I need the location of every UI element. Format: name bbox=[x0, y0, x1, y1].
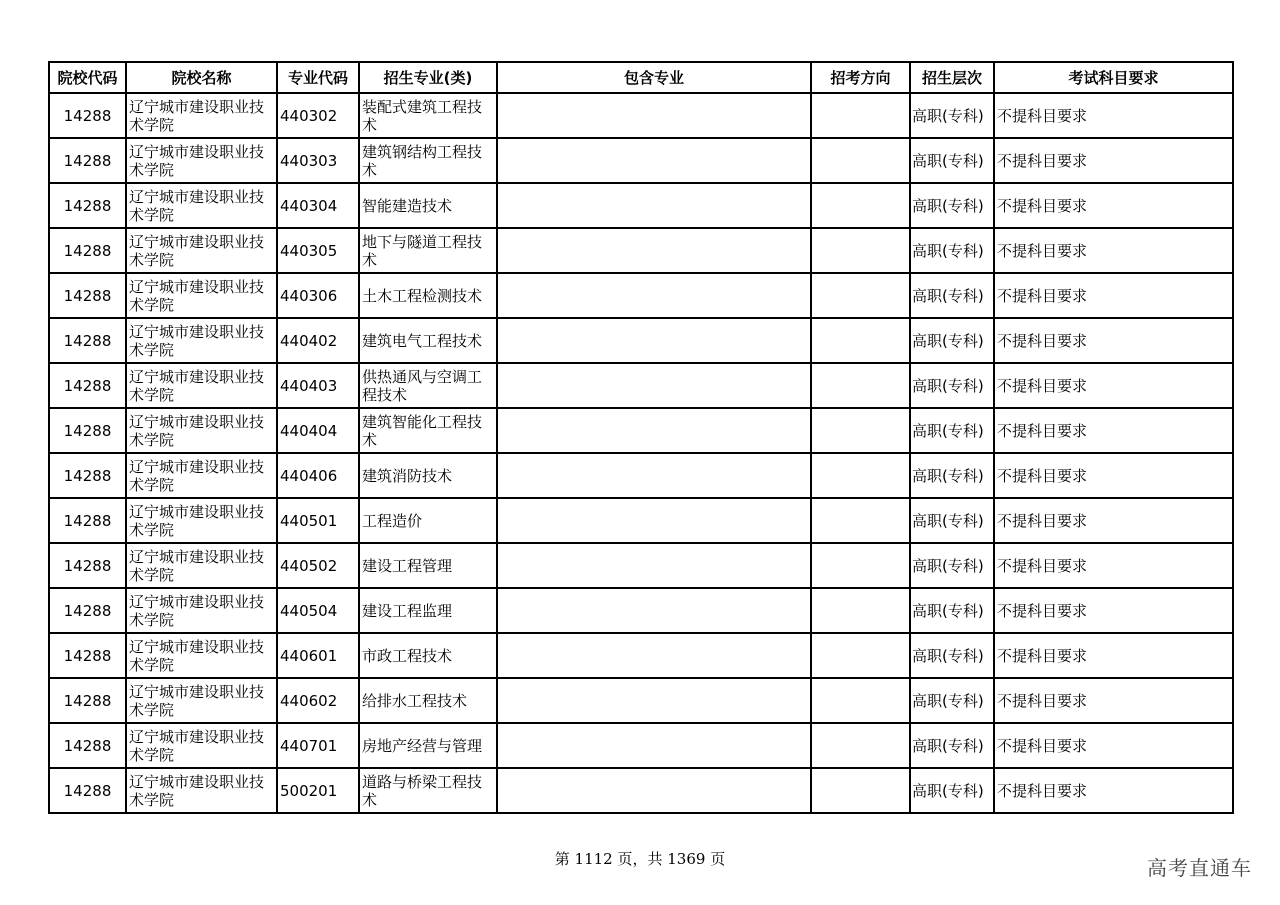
cell-school-code: 14288 bbox=[49, 543, 126, 588]
cell-subject-requirements: 不提科目要求 bbox=[994, 453, 1233, 498]
cell-subject-requirements: 不提科目要求 bbox=[994, 633, 1233, 678]
cell-included-majors bbox=[497, 633, 811, 678]
cell-major: 供热通风与空调工程技术 bbox=[359, 363, 497, 408]
cell-included-majors bbox=[497, 273, 811, 318]
cell-level: 高职(专科) bbox=[910, 318, 994, 363]
header-level: 招生层次 bbox=[910, 62, 994, 93]
cell-major-code: 440305 bbox=[277, 228, 359, 273]
cell-school-code: 14288 bbox=[49, 93, 126, 138]
cell-direction bbox=[811, 633, 910, 678]
table-row bbox=[49, 93, 1233, 138]
cell-major-code: 440303 bbox=[277, 138, 359, 183]
cell-major: 建筑钢结构工程技术 bbox=[359, 138, 497, 183]
cell-major-code: 440306 bbox=[277, 273, 359, 318]
cell-direction bbox=[811, 723, 910, 768]
cell-school-name: 辽宁城市建设职业技术学院 bbox=[126, 183, 277, 228]
cell-major-code: 440304 bbox=[277, 183, 359, 228]
cell-subject-requirements: 不提科目要求 bbox=[994, 93, 1233, 138]
cell-subject-requirements: 不提科目要求 bbox=[994, 678, 1233, 723]
cell-level: 高职(专科) bbox=[910, 453, 994, 498]
cell-school-code: 14288 bbox=[49, 768, 126, 813]
table-row bbox=[49, 138, 1233, 183]
cell-school-name: 辽宁城市建设职业技术学院 bbox=[126, 138, 277, 183]
cell-school-name: 辽宁城市建设职业技术学院 bbox=[126, 498, 277, 543]
cell-school-code: 14288 bbox=[49, 138, 126, 183]
cell-major: 建筑电气工程技术 bbox=[359, 318, 497, 363]
cell-school-code: 14288 bbox=[49, 273, 126, 318]
cell-included-majors bbox=[497, 498, 811, 543]
cell-included-majors bbox=[497, 363, 811, 408]
cell-level: 高职(专科) bbox=[910, 273, 994, 318]
cell-major-code: 440501 bbox=[277, 498, 359, 543]
cell-included-majors bbox=[497, 678, 811, 723]
cell-level: 高职(专科) bbox=[910, 363, 994, 408]
header-direction: 招考方向 bbox=[811, 62, 910, 93]
cell-level: 高职(专科) bbox=[910, 93, 994, 138]
cell-direction bbox=[811, 768, 910, 813]
page-number: 第 1112 页，共 1369 页 bbox=[554, 850, 726, 868]
cell-school-code: 14288 bbox=[49, 723, 126, 768]
cell-subject-requirements: 不提科目要求 bbox=[994, 183, 1233, 228]
cell-included-majors bbox=[497, 453, 811, 498]
cell-direction bbox=[811, 228, 910, 273]
cell-major-code: 440601 bbox=[277, 633, 359, 678]
cell-direction bbox=[811, 678, 910, 723]
table-row bbox=[49, 588, 1233, 633]
cell-subject-requirements: 不提科目要求 bbox=[994, 318, 1233, 363]
cell-subject-requirements: 不提科目要求 bbox=[994, 543, 1233, 588]
cell-subject-requirements: 不提科目要求 bbox=[994, 498, 1233, 543]
table-row bbox=[49, 723, 1233, 768]
table-row bbox=[49, 543, 1233, 588]
cell-school-code: 14288 bbox=[49, 633, 126, 678]
cell-school-code: 14288 bbox=[49, 678, 126, 723]
cell-direction bbox=[811, 408, 910, 453]
cell-subject-requirements: 不提科目要求 bbox=[994, 723, 1233, 768]
cell-direction bbox=[811, 273, 910, 318]
cell-direction bbox=[811, 183, 910, 228]
cell-major: 市政工程技术 bbox=[359, 633, 497, 678]
cell-included-majors bbox=[497, 228, 811, 273]
cell-school-name: 辽宁城市建设职业技术学院 bbox=[126, 633, 277, 678]
cell-direction bbox=[811, 453, 910, 498]
table-row bbox=[49, 768, 1233, 813]
cell-included-majors bbox=[497, 723, 811, 768]
table-row bbox=[49, 498, 1233, 543]
cell-school-name: 辽宁城市建设职业技术学院 bbox=[126, 318, 277, 363]
cell-major: 建筑智能化工程技术 bbox=[359, 408, 497, 453]
cell-school-name: 辽宁城市建设职业技术学院 bbox=[126, 588, 277, 633]
header-included-majors: 包含专业 bbox=[497, 62, 811, 93]
cell-level: 高职(专科) bbox=[910, 678, 994, 723]
cell-level: 高职(专科) bbox=[910, 723, 994, 768]
cell-major: 道路与桥梁工程技术 bbox=[359, 768, 497, 813]
cell-included-majors bbox=[497, 318, 811, 363]
table-body bbox=[49, 93, 1233, 813]
cell-subject-requirements: 不提科目要求 bbox=[994, 273, 1233, 318]
cell-direction bbox=[811, 93, 910, 138]
cell-level: 高职(专科) bbox=[910, 633, 994, 678]
table-row bbox=[49, 183, 1233, 228]
header-subject-requirements: 考试科目要求 bbox=[994, 62, 1233, 93]
cell-school-name: 辽宁城市建设职业技术学院 bbox=[126, 408, 277, 453]
table-row bbox=[49, 273, 1233, 318]
cell-school-code: 14288 bbox=[49, 363, 126, 408]
cell-included-majors bbox=[497, 183, 811, 228]
cell-school-code: 14288 bbox=[49, 498, 126, 543]
cell-included-majors bbox=[497, 768, 811, 813]
table-row bbox=[49, 318, 1233, 363]
cell-school-name: 辽宁城市建设职业技术学院 bbox=[126, 678, 277, 723]
cell-school-name: 辽宁城市建设职业技术学院 bbox=[126, 273, 277, 318]
cell-major-code: 440602 bbox=[277, 678, 359, 723]
cell-subject-requirements: 不提科目要求 bbox=[994, 138, 1233, 183]
cell-school-name: 辽宁城市建设职业技术学院 bbox=[126, 453, 277, 498]
cell-direction bbox=[811, 498, 910, 543]
cell-direction bbox=[811, 543, 910, 588]
cell-major: 给排水工程技术 bbox=[359, 678, 497, 723]
cell-subject-requirements: 不提科目要求 bbox=[994, 588, 1233, 633]
cell-direction bbox=[811, 138, 910, 183]
cell-level: 高职(专科) bbox=[910, 543, 994, 588]
cell-level: 高职(专科) bbox=[910, 183, 994, 228]
table-row bbox=[49, 363, 1233, 408]
cell-included-majors bbox=[497, 588, 811, 633]
table-header-row bbox=[49, 62, 1233, 93]
cell-major: 装配式建筑工程技术 bbox=[359, 93, 497, 138]
table-row bbox=[49, 633, 1233, 678]
cell-subject-requirements: 不提科目要求 bbox=[994, 768, 1233, 813]
cell-major: 地下与隧道工程技术 bbox=[359, 228, 497, 273]
cell-major-code: 440406 bbox=[277, 453, 359, 498]
cell-direction bbox=[811, 318, 910, 363]
cell-school-code: 14288 bbox=[49, 228, 126, 273]
cell-included-majors bbox=[497, 543, 811, 588]
cell-level: 高职(专科) bbox=[910, 498, 994, 543]
cell-major: 土木工程检测技术 bbox=[359, 273, 497, 318]
admissions-table bbox=[48, 61, 1234, 814]
cell-level: 高职(专科) bbox=[910, 408, 994, 453]
cell-level: 高职(专科) bbox=[910, 768, 994, 813]
cell-major-code: 440402 bbox=[277, 318, 359, 363]
cell-included-majors bbox=[497, 138, 811, 183]
table-row bbox=[49, 678, 1233, 723]
cell-school-name: 辽宁城市建设职业技术学院 bbox=[126, 363, 277, 408]
cell-level: 高职(专科) bbox=[910, 138, 994, 183]
cell-major-code: 440502 bbox=[277, 543, 359, 588]
cell-major-code: 440504 bbox=[277, 588, 359, 633]
cell-school-code: 14288 bbox=[49, 318, 126, 363]
watermark-logo: 高考直通车 bbox=[1147, 856, 1252, 880]
cell-major-code: 440302 bbox=[277, 93, 359, 138]
cell-school-name: 辽宁城市建设职业技术学院 bbox=[126, 723, 277, 768]
table-row bbox=[49, 453, 1233, 498]
cell-school-name: 辽宁城市建设职业技术学院 bbox=[126, 93, 277, 138]
cell-school-code: 14288 bbox=[49, 408, 126, 453]
header-school-code: 院校代码 bbox=[49, 62, 126, 93]
cell-school-name: 辽宁城市建设职业技术学院 bbox=[126, 543, 277, 588]
cell-included-majors bbox=[497, 408, 811, 453]
cell-included-majors bbox=[497, 93, 811, 138]
cell-major-code: 440701 bbox=[277, 723, 359, 768]
cell-school-code: 14288 bbox=[49, 588, 126, 633]
cell-subject-requirements: 不提科目要求 bbox=[994, 363, 1233, 408]
cell-subject-requirements: 不提科目要求 bbox=[994, 408, 1233, 453]
cell-school-name: 辽宁城市建设职业技术学院 bbox=[126, 768, 277, 813]
header-major: 招生专业(类) bbox=[359, 62, 497, 93]
cell-direction bbox=[811, 363, 910, 408]
cell-level: 高职(专科) bbox=[910, 228, 994, 273]
cell-major: 建设工程管理 bbox=[359, 543, 497, 588]
table-row bbox=[49, 408, 1233, 453]
table-row bbox=[49, 228, 1233, 273]
header-school-name: 院校名称 bbox=[126, 62, 277, 93]
header-major-code: 专业代码 bbox=[277, 62, 359, 93]
cell-major: 建筑消防技术 bbox=[359, 453, 497, 498]
cell-major-code: 440404 bbox=[277, 408, 359, 453]
cell-school-code: 14288 bbox=[49, 453, 126, 498]
cell-major: 建设工程监理 bbox=[359, 588, 497, 633]
cell-major-code: 500201 bbox=[277, 768, 359, 813]
cell-major: 工程造价 bbox=[359, 498, 497, 543]
cell-school-name: 辽宁城市建设职业技术学院 bbox=[126, 228, 277, 273]
cell-school-code: 14288 bbox=[49, 183, 126, 228]
cell-major-code: 440403 bbox=[277, 363, 359, 408]
cell-major: 房地产经营与管理 bbox=[359, 723, 497, 768]
cell-subject-requirements: 不提科目要求 bbox=[994, 228, 1233, 273]
cell-direction bbox=[811, 588, 910, 633]
cell-level: 高职(专科) bbox=[910, 588, 994, 633]
cell-major: 智能建造技术 bbox=[359, 183, 497, 228]
